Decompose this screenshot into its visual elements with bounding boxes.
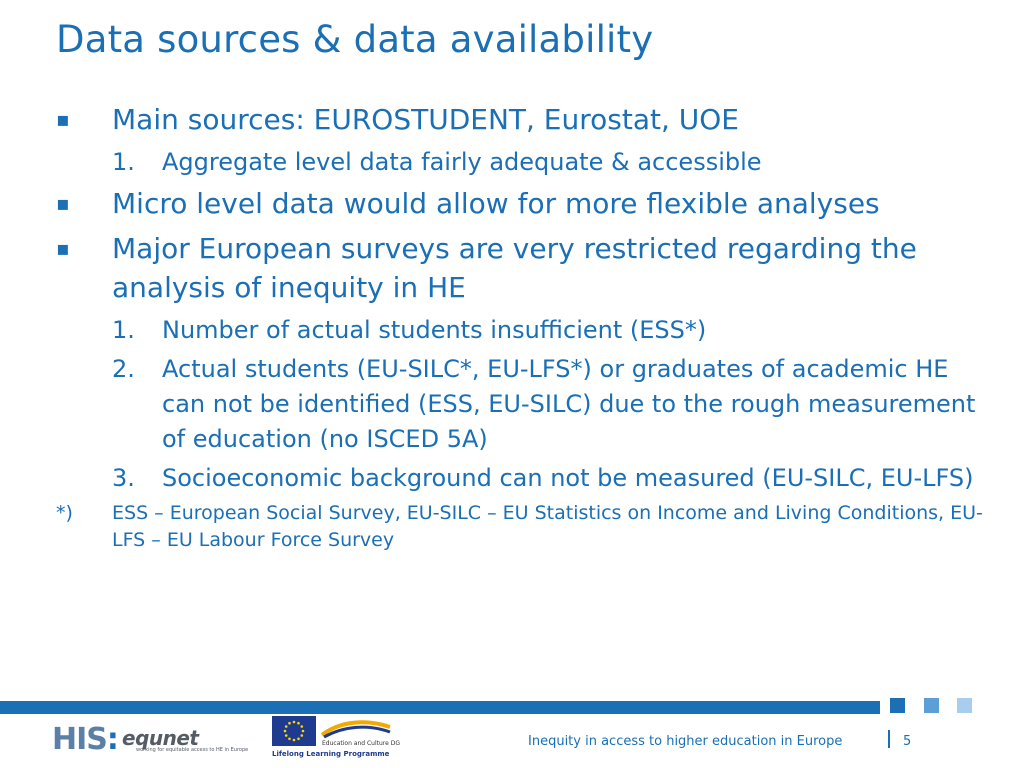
bullet-item [56, 229, 986, 307]
item-text: Aggregate level data fairly adequate & accessible [162, 148, 762, 176]
numbered-item [56, 313, 986, 348]
numbered-item [56, 145, 986, 180]
item-number: 1. [112, 148, 135, 176]
slide-title: Data sources & data availability [56, 18, 654, 61]
slide-content [56, 100, 986, 554]
item-text: Socioeconomic background can not be measured (EU-SILC, EU-LFS) [162, 464, 974, 492]
bullet-text: Major European surveys are very restricted regarding the analysis of inequity in HE [112, 232, 917, 304]
eu-dg-label: Education and Culture DG [322, 740, 400, 747]
bullet-text: Main sources: EUROSTUDENT, Eurostat, UOE [112, 103, 739, 136]
his-logo-colon: : [106, 722, 118, 757]
footnote-text: ESS – European Social Survey, EU-SILC – EU Statistics on Income and Living Conditions, EU-LFS – EU Labour Force Survey [112, 502, 983, 551]
numbered-item [56, 461, 986, 496]
bullet-marker: ▪ [56, 236, 70, 260]
llp-label: Lifelong Learning Programme [272, 750, 390, 758]
footer-band [0, 701, 880, 714]
footnote-mark: *) [56, 502, 73, 524]
footnote [56, 500, 986, 554]
item-number: 1. [112, 316, 135, 344]
bullet-text: Micro level data would allow for more flexible analyses [112, 187, 880, 220]
accent-square-1 [890, 698, 905, 713]
bullet-marker: ▪ [56, 107, 70, 131]
his-logo [52, 722, 118, 757]
equnet-tagline: working for equitable access to HE in Europe [136, 747, 249, 753]
page-number: 5 [903, 734, 912, 749]
equnet-logo-text: equnet [122, 726, 199, 750]
accent-square-2 [924, 698, 939, 713]
presentation-title: Inequity in access to higher education in Europe [528, 734, 843, 749]
bullet-item [56, 100, 986, 139]
equnet-logo [122, 726, 252, 753]
numbered-item [56, 352, 986, 457]
eu-flag-icon [272, 716, 316, 746]
footer-divider [888, 730, 890, 748]
item-number: 3. [112, 464, 135, 492]
item-text: Actual students (EU-SILC*, EU-LFS*) or graduates of academic HE can not be identified (ESS, EU-SILC) due to the rough measurement of education (no ISCED 5A) [162, 355, 976, 453]
item-number: 2. [112, 355, 135, 383]
his-logo-text: HIS [52, 722, 107, 757]
education-culture-swoosh-icon [320, 717, 392, 739]
bullet-marker: ▪ [56, 191, 70, 215]
bullet-item [56, 184, 986, 223]
item-text: Number of actual students insufficient (ESS*) [162, 316, 707, 344]
accent-square-3 [957, 698, 972, 713]
